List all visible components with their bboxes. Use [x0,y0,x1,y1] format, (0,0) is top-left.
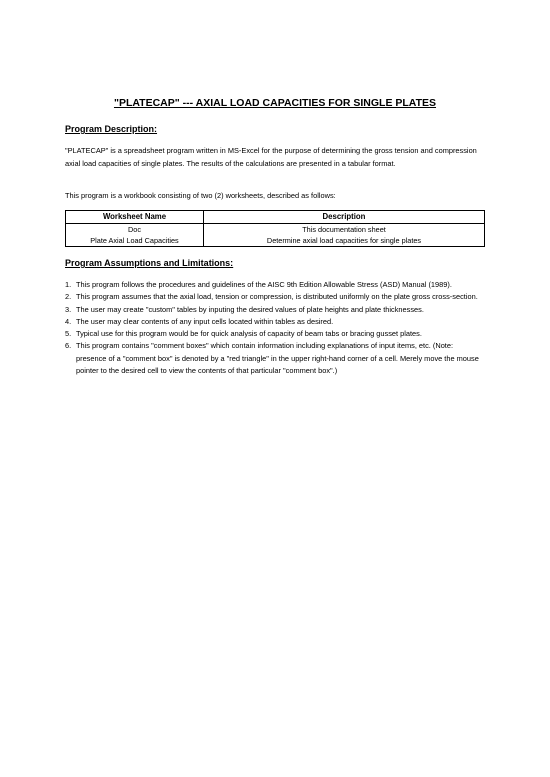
list-item-number: 4. [65,316,72,326]
list-item-text: This program follows the procedures and guidelines of the AISC 9th Edition Allowable Stress (ASD) Manual (1989). [76,280,452,289]
list-item [65,291,485,303]
worksheet-name-cell: Plate Axial Load Capacities [66,235,204,247]
worksheets-table [65,210,485,247]
table-header-row [66,211,485,224]
list-item-number: 3. [65,304,72,314]
worksheet-description-cell: This documentation sheet [204,224,485,236]
table-row [66,235,485,247]
worksheet-description-cell: Determine axial load capacities for single plates [204,235,485,247]
list-item-text: This program contains "comment boxes" which contain information including explanations of input items, etc. (Note: presence of a "comment box" is denoted by a "red triangle" in the upper right-hand corner of a cell. Merely move the mouse pointer to the desired cell to view the contents of that particular "comment box".) [76,341,479,376]
list-item-number: 2. [65,292,72,302]
list-item [65,304,485,316]
program-description-heading: Program Description: [65,124,158,134]
list-item-text: This program assumes that the axial load, tension or compression, is distributed uniformly on the plate gross cross-section. [76,292,478,302]
list-item-text: The user may create "custom" tables by inputing the desired values of plate heights and plate thicknesses. [76,304,424,314]
program-description-paragraph: "PLATECAP" is a spreadsheet program written in MS-Excel for the purpose of determining the gross tension and compression axial load capacities of single plates. The results of the calculations are presented in a tabular format. [65,146,477,168]
assumptions-heading: Program Assumptions and Limitations: [65,258,234,268]
workbook-intro-paragraph: This program is a workbook consisting of two (2) worksheets, described as follows: [65,191,336,200]
list-item-number: 1. [65,280,72,289]
assumptions-list [65,279,485,377]
list-item [65,316,485,328]
table-header-description: Description [204,211,485,224]
page-title: "PLATECAP" --- AXIAL LOAD CAPACITIES FOR SINGLE PLATES [113,97,437,109]
table-header-worksheet-name: Worksheet Name [66,211,204,224]
list-item-text: Typical use for this program would be for quick analysis of capacity of beam tabs or bracing gusset plates. [76,329,422,339]
list-item-number: 6. [65,341,72,351]
list-item-number: 5. [65,329,72,339]
list-item-text: The user may clear contents of any input cells located within tables as desired. [76,316,334,326]
list-item [65,340,485,377]
table-row [66,224,485,236]
list-item [65,328,485,340]
worksheet-name-cell: Doc [66,224,204,236]
list-item [65,279,485,291]
